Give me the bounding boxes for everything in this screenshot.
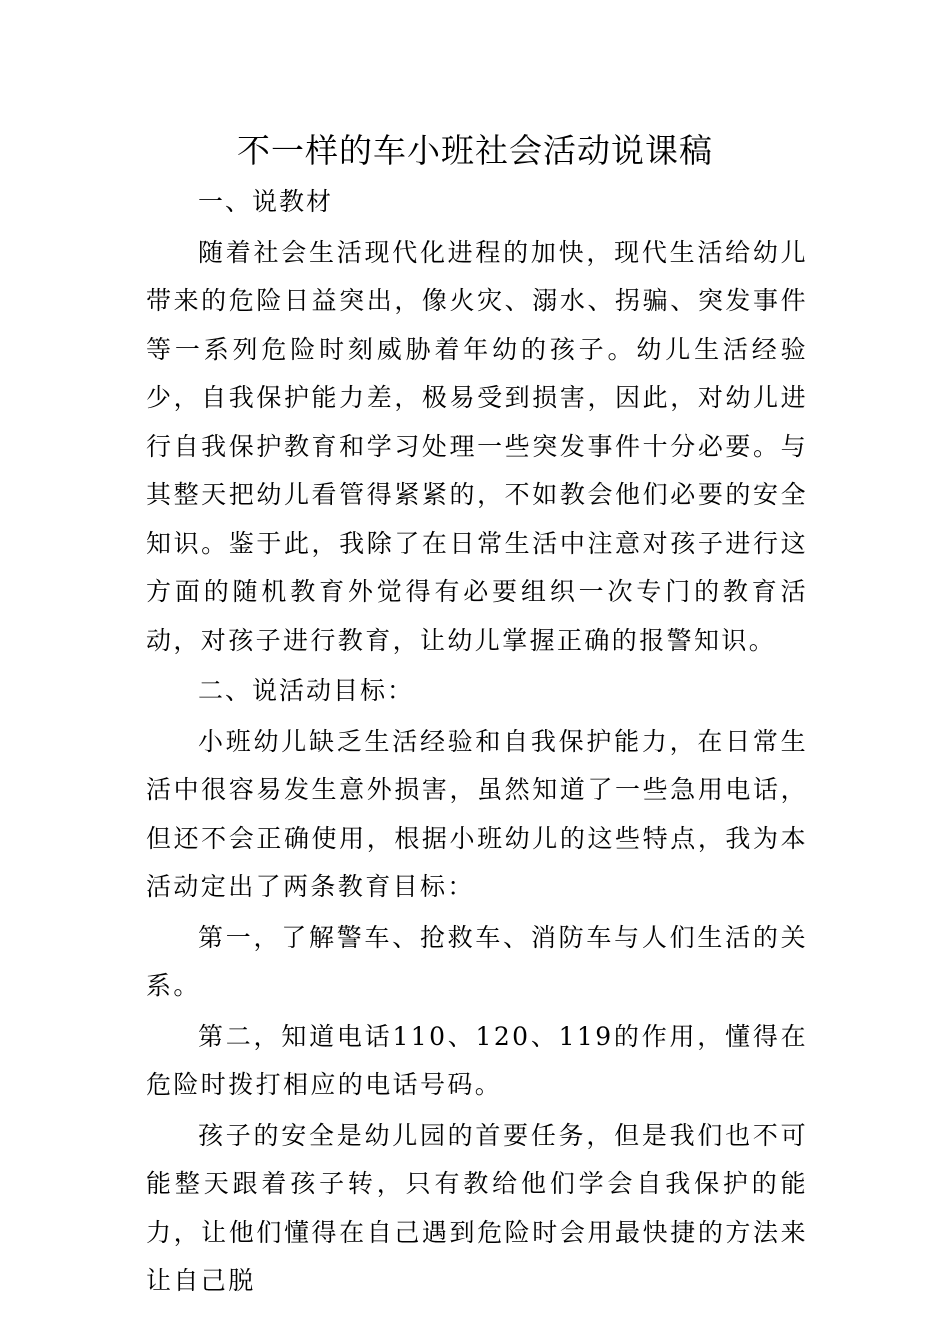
document-body (146, 178, 808, 1308)
section-heading-textbook: 一、说教材 (198, 187, 334, 216)
paragraph-safety: 孩子的安全是幼儿园的首要任务，但是我们也不可能整天跟着孩子转，只有教给他们学会自我保护的能力，让他们懂得在自己遇到危险时会用最快捷的方法来让自己脱 (146, 1120, 808, 1295)
paragraph-goal-one: 第一，了解警车、抢救车、消防车与人们生活的关系。 (146, 922, 808, 1000)
paragraph-goal-two: 第二，知道电话110、120、119的作用，懂得在危险时拨打相应的电话号码。 (146, 1021, 808, 1099)
paragraph-textbook: 随着社会生活现代化进程的加快，现代生活给幼儿带来的危险日益突出，像火灾、溺水、拐骗、突发事件等一系列危险时刻威胁着年幼的孩子。幼儿生活经验少，自我保护能力差，极易受到损害，因此，对幼儿进行自我保护教育和学习处理一些突发事件十分必要。与其整天把幼儿看管得紧紧的，不如教会他们必要的安全知识。鉴于此，我除了在日常生活中注意对孩子进行这方面的随机教育外觉得有必要组织一次专门的教育活动，对孩子进行教育，让幼儿掌握正确的报警知识。 (146, 237, 808, 655)
document-title: 不一样的车小班社会活动说课稿 (237, 131, 713, 170)
paragraph-goals-intro: 小班幼儿缺乏生活经验和自我保护能力，在日常生活中很容易发生意外损害，虽然知道了一些急用电话，但还不会正确使用，根据小班幼儿的这些特点，我为本活动定出了两条教育目标： (146, 726, 808, 901)
section-heading-goals: 二、说活动目标： (198, 676, 415, 705)
